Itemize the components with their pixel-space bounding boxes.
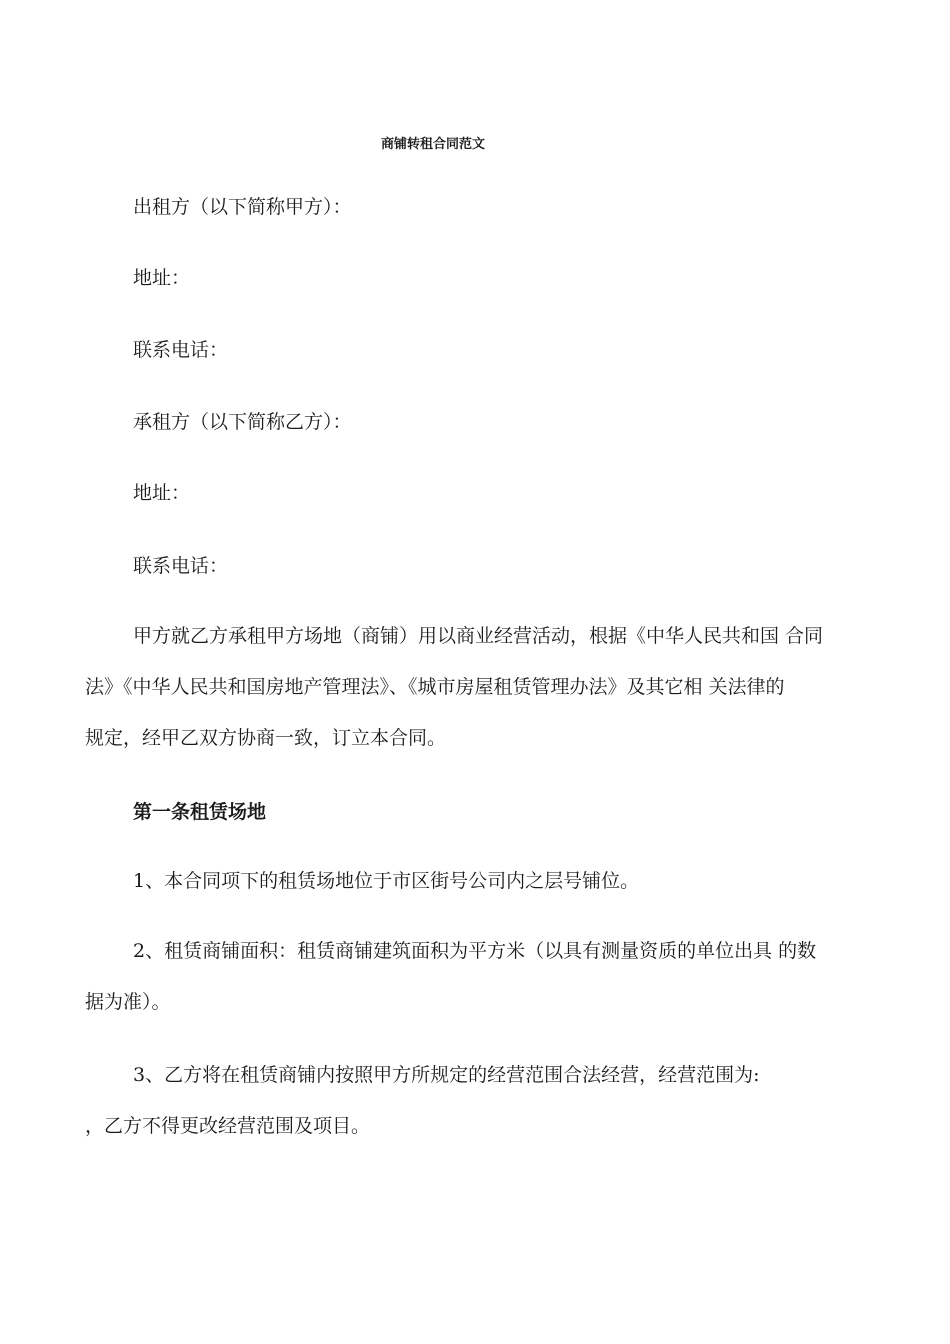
article-1-heading: 第一条租赁场地: [133, 801, 267, 823]
document-title: 商铺转租合同范文: [380, 137, 485, 152]
preamble-paragraph: [85, 611, 875, 764]
party-b-address-label: 地址：: [133, 482, 191, 504]
party-a-address-label: 地址：: [133, 267, 191, 289]
party-b-phone-label: 联系电话：: [133, 555, 229, 577]
party-a-phone-label: 联系电话：: [133, 339, 229, 361]
preamble-line: 甲方就乙方承租甲方场地（商铺）用以商业经营活动，根据《中华人民共和国 合同: [133, 625, 824, 647]
clause-3-line: ，乙方不得更改经营范围及项目。: [85, 1115, 371, 1137]
preamble-line: 法》《中华人民共和国房地产管理法》、《城市房屋租赁管理办法》及其它相 关法律的: [85, 676, 785, 698]
party-a-label: 出租方（以下简称甲方）：: [133, 196, 352, 218]
clause-2-line: 据为准）。: [85, 991, 171, 1013]
clause-3-paragraph: [85, 1050, 875, 1152]
clause-3-line: 3、乙方将在租赁商铺内按照甲方所规定的经营范围合法经营，经营范围为:: [133, 1064, 760, 1086]
preamble-line: 规定，经甲乙双方协商一致，订立本合同。: [85, 727, 447, 749]
clause-1: 1、本合同项下的租赁场地位于市区街号公司内之层号铺位。: [133, 870, 640, 892]
party-b-label: 承租方（以下简称乙方）：: [133, 411, 352, 433]
clause-2-line: 2、租赁商铺面积：租赁商铺建筑面积为平方米（以具有测量资质的单位出具 的数: [133, 940, 817, 962]
clause-2-paragraph: [85, 926, 875, 1028]
